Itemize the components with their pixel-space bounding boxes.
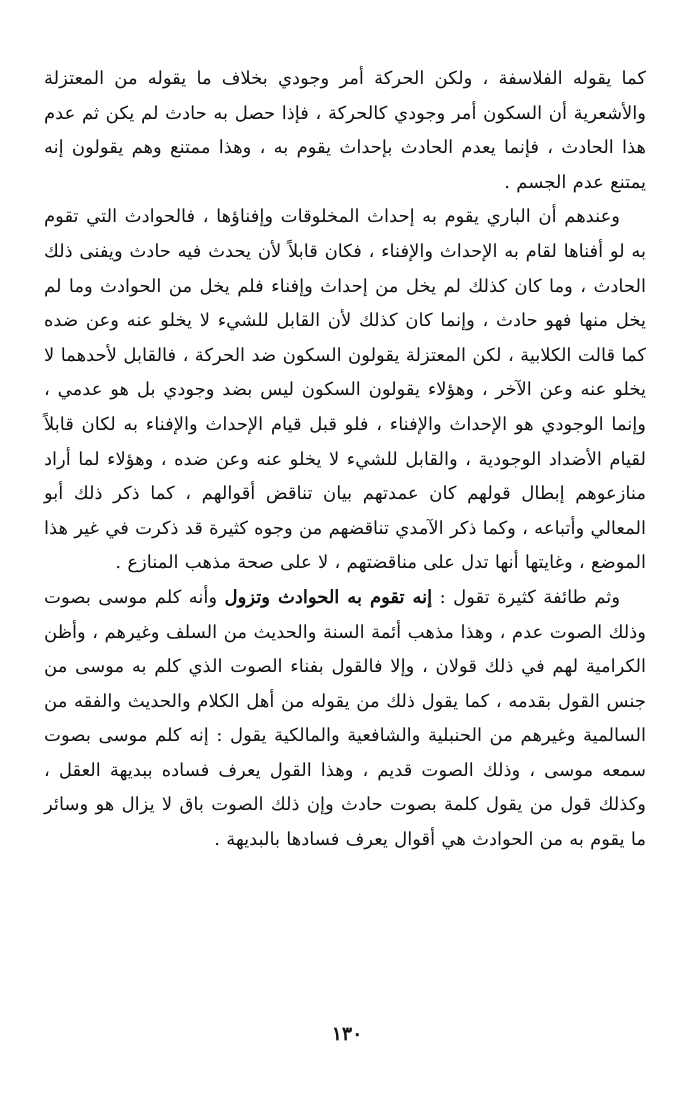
bold-quote: إنه تقوم به الحوادث وتزول — [224, 586, 433, 608]
paragraph-3-intro: وثم طائفة كثيرة تقول : — [432, 586, 621, 608]
page-number: ١٣٠ — [331, 1023, 363, 1045]
paragraph-3 — [44, 581, 646, 858]
paragraph-1: كما يقوله الفلاسفة ، ولكن الحركة أمر وجودي بخلاف ما يقوله من المعتزلة والأشعرية أن السكون أمر وجودي كالحركة ، فإذا حصل به حادث لم يكن ثم عدم هذا الحادث ، فإنما يعدم الحادث بإحداث يقوم به ، وهذا ممتنع وهم يقولون إنه يمتنع عدم الجسم . — [44, 68, 646, 193]
main-text — [44, 62, 646, 858]
paragraph-3-rest: وأنه كلم موسى بصوت وذلك الصوت عدم ، وهذا مذهب أئمة السنة والحديث من السلف وغيرهم ، وأظن الكرامية لهم في ذلك قولان ، وإلا فالقول بفناء الصوت الذي كلم به موسى من جنس القول بقدمه ، كما يقول ذلك من يقوله من أهل الكلام والحديث والفقه من السالمية وغيرهم من الحنبلية والشافعية والمالكية يقول : إنه كلم موسى بصوت سمعه موسى ، وذلك الصوت قديم ، وهذا القول يعرف فساده ببديهة العقل ، وكذلك قول من يقول كلمة بصوت حادث وإن ذلك الصوت باق لا يزال هو وسائر ما يقوم به من الحوادث هي أقوال يعرف فسادها بالبديهة . — [44, 586, 646, 851]
paragraph-2: وعندهم أن الباري يقوم به إحداث المخلوقات وإفناؤها ، فالحوادث التي تقوم به لو أفناها لقام به الإحداث والإفناء ، فكان قابلاً لأن يحدث فيه حادث ويفنى ذلك الحادث ، وما كان كذلك لم يخل من إحداث وإفناء فلم يخل من الحوادث وما لم يخل منها فهو حادث ، وإنما كان كذلك لأن القابل للشيء لا يخلو عنه وعن ضده كما قالت الكلابية ، لكن المعتزلة يقولون السكون ضد الحركة ، فالقابل لأحدهما لا يخلو عنه وعن الآخر ، وهؤلاء يقولون السكون ليس بضد وجودي بل هو عدمي ، وإنما الوجودي هو الإحداث والإفناء ، فلو قبل قيام الإحداث والإفناء به لكان قابلاً لقيام الأضداد الوجودية ، والقابل للشيء لا يخلو عنه وعن ضده ، وهؤلاء لما أراد منازعوهم إبطال قولهم كان عمدتهم بيان تناقض أقوالهم ، كما ذكر ذلك أبو المعالي وأتباعه ، وكما ذكر الآمدي تناقضهم من وجوه كثيرة قد ذكرت في غير هذا الموضع ، وغايتها أنها تدل على مناقضتهم ، لا على صحة مذهب المنازع . — [44, 206, 646, 574]
